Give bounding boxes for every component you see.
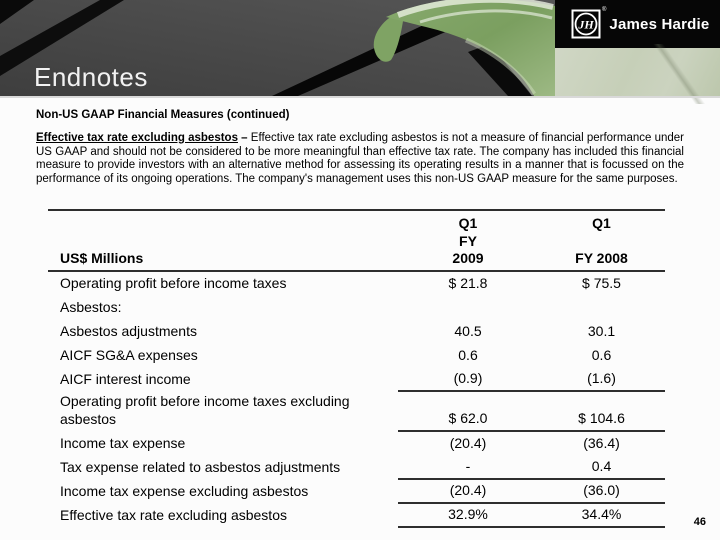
section-heading: Non-US GAAP Financial Measures (continued)	[36, 109, 290, 121]
table-row	[48, 271, 665, 295]
page-number: 46	[693, 516, 706, 528]
units-header-cell	[48, 210, 398, 271]
value-fy2008: 0.4	[538, 455, 665, 479]
fy2008-year-label: FY 2008	[575, 250, 628, 266]
registered-mark: ®	[602, 7, 607, 13]
value-fy2008: (36.4)	[583, 435, 620, 451]
definition-paragraph	[36, 132, 684, 186]
row-label: Income tax expense excluding asbestos	[60, 483, 309, 499]
table-row	[48, 367, 665, 391]
row-label: AICF interest income	[60, 371, 191, 387]
row-label: Tax expense related to asbestos adjustments	[60, 459, 341, 475]
value-fy2009: $ 62.0	[398, 391, 538, 431]
fy2008-q1-label: Q1	[592, 215, 611, 231]
row-label: Effective tax rate excluding asbestos	[60, 507, 287, 523]
units-header-label: US$ Millions	[60, 250, 144, 266]
value-fy2009: (20.4)	[449, 435, 487, 451]
jh-monogram-icon	[571, 9, 601, 39]
value-fy2008: (36.0)	[538, 479, 665, 503]
value-fy2009: 40.5	[454, 323, 482, 339]
value-fy2009: 32.9%	[398, 503, 538, 527]
value-fy2008	[538, 295, 665, 319]
slide-title: Endnotes	[34, 62, 148, 92]
fy2008-header-cell	[538, 210, 665, 271]
fy2009-fy-label: FY	[459, 233, 477, 249]
value-fy2008: 0.6	[591, 347, 612, 363]
row-label: Asbestos adjustments	[60, 323, 197, 339]
financial-table-rows	[48, 271, 665, 527]
table-row	[48, 503, 665, 527]
table-row	[48, 455, 665, 479]
table-row	[48, 479, 665, 503]
definition-body-text: Effective tax rate excluding asbestos is not a measure of financial performance under US GAAP and should not be considered to be more meaningful than effective tax rate. The company has included this financial measure to provide investors with an alternative method for assessing its operating results in a manner that is focussed on the performance of its ongoing operations. The company's management uses this non-US GAAP measure for the same purposes.	[36, 132, 684, 185]
table-header-row	[48, 210, 665, 271]
table-row	[48, 295, 665, 319]
header-separator	[0, 96, 720, 98]
table-row	[48, 319, 665, 343]
definition-dash: –	[237, 132, 251, 144]
slide-header	[0, 0, 720, 96]
fy2009-q1-label: Q1	[458, 215, 478, 231]
value-fy2008: (1.6)	[538, 367, 665, 391]
value-fy2009: (20.4)	[398, 479, 538, 503]
table-row	[48, 431, 665, 455]
value-fy2009: 0.6	[458, 347, 478, 363]
table-row	[48, 391, 665, 431]
james-hardie-logo	[555, 0, 720, 48]
value-fy2009: -	[398, 455, 538, 479]
financial-table	[48, 209, 665, 528]
green-leaf-panel	[555, 48, 720, 96]
row-label: Operating profit before income taxes excluding asbestos	[60, 393, 350, 427]
value-fy2009: (0.9)	[398, 367, 538, 391]
value-fy2008: $ 104.6	[538, 391, 665, 431]
fy2009-header-cell	[398, 210, 538, 271]
value-fy2008: 30.1	[587, 323, 616, 339]
definition-term: Effective tax rate excluding asbestos	[36, 132, 238, 144]
row-label: AICF SG&A expenses	[60, 347, 198, 363]
fy2009-year-label: 2009	[452, 250, 484, 266]
row-label: Operating profit before income taxes	[60, 275, 287, 291]
logo-company-name: James Hardie	[609, 15, 710, 33]
value-fy2009: $ 21.8	[448, 275, 488, 291]
table-row	[48, 343, 665, 367]
value-fy2008: 34.4%	[538, 503, 665, 527]
value-fy2008: $ 75.5	[582, 275, 621, 291]
row-label: Asbestos:	[60, 299, 122, 315]
row-label: Income tax expense	[60, 435, 186, 451]
svg-text:JH: JH	[578, 17, 594, 32]
value-fy2009	[398, 295, 538, 319]
